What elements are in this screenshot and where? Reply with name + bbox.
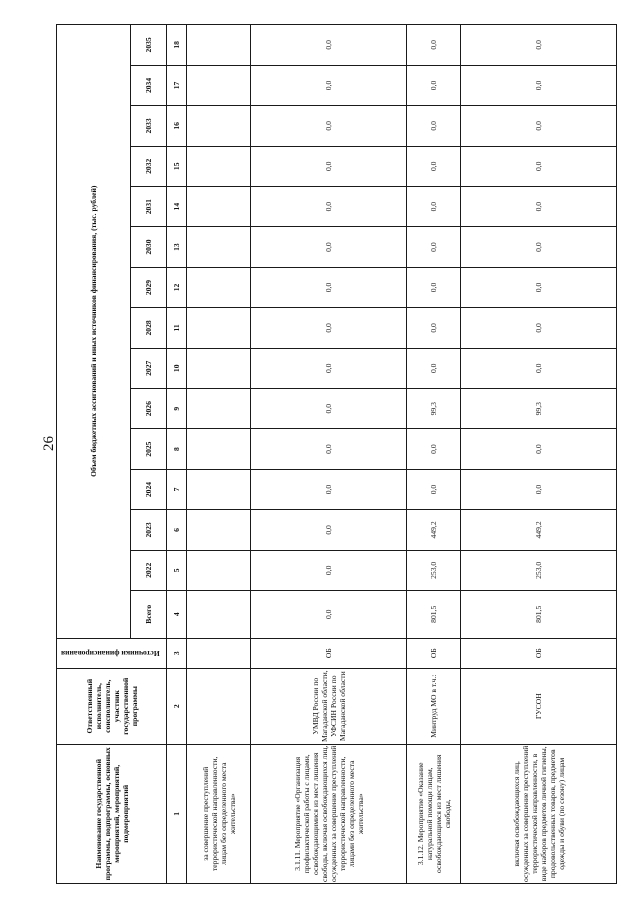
cell-value xyxy=(187,106,251,146)
header-year: 2032 xyxy=(131,146,167,186)
cell-value: 0,0 xyxy=(461,469,617,509)
cell-value: 0,0 xyxy=(251,389,407,429)
cell-value xyxy=(187,65,251,105)
cell-value xyxy=(187,186,251,226)
cell-value: 0,0 xyxy=(407,186,461,226)
header-year: 2023 xyxy=(131,510,167,550)
col-number: 8 xyxy=(167,429,187,469)
table-row xyxy=(461,25,617,884)
header-year: 2028 xyxy=(131,308,167,348)
col-number: 6 xyxy=(167,510,187,550)
cell-value: 0,0 xyxy=(461,106,617,146)
cell-value: 0,0 xyxy=(251,308,407,348)
cell-value xyxy=(187,146,251,186)
header-year: 2024 xyxy=(131,469,167,509)
cell-value: 0,0 xyxy=(461,308,617,348)
cell-value: 0,0 xyxy=(461,25,617,66)
cell-value xyxy=(187,308,251,348)
cell-value: 0,0 xyxy=(461,227,617,267)
cell-value: 0,0 xyxy=(251,469,407,509)
cell-value: 0,0 xyxy=(251,25,407,66)
cell-value: 99,3 xyxy=(407,389,461,429)
cell-value xyxy=(187,25,251,66)
cell-value: 0,0 xyxy=(251,591,407,638)
cell-value: 0,0 xyxy=(407,308,461,348)
cell-value: 253,0 xyxy=(407,550,461,590)
col-number: 3 xyxy=(167,638,187,668)
header-row-numbers xyxy=(167,25,187,884)
table-row xyxy=(251,25,407,884)
cell-value: 253,0 xyxy=(461,550,617,590)
cell-value: 0,0 xyxy=(407,106,461,146)
header-year: 2034 xyxy=(131,65,167,105)
row-name: за совершение преступлений террористической направленности, лицам без определенного места жительства» xyxy=(187,744,251,883)
header-year: 2027 xyxy=(131,348,167,388)
cell-value: 0,0 xyxy=(251,267,407,307)
col-number: 2 xyxy=(167,668,187,744)
cell-value: 0,0 xyxy=(461,348,617,388)
cell-value: 0,0 xyxy=(251,348,407,388)
cell-value: 0,0 xyxy=(407,65,461,105)
cell-value: 449,2 xyxy=(407,510,461,550)
cell-value: 0,0 xyxy=(407,267,461,307)
header-year: 2025 xyxy=(131,429,167,469)
cell-value: 0,0 xyxy=(407,429,461,469)
cell-value: 801,5 xyxy=(461,591,617,638)
col-number: 13 xyxy=(167,227,187,267)
header-year: 2033 xyxy=(131,106,167,146)
cell-value: 0,0 xyxy=(461,186,617,226)
header-year: 2026 xyxy=(131,389,167,429)
col-number: 1 xyxy=(167,744,187,883)
cell-value xyxy=(187,348,251,388)
row-executor: УМВД России по Магаданской области, УФСИН России по Магаданской области xyxy=(251,668,407,744)
row-name: 3.1.12. Мероприятие «Оказание натуральной помощи лицам, освобождающимся из мест лишения свободы, xyxy=(407,744,461,883)
cell-value: 0,0 xyxy=(461,65,617,105)
cell-value: 0,0 xyxy=(251,510,407,550)
row-executor: Минтруд МО в т.ч.: xyxy=(407,668,461,744)
col-number: 16 xyxy=(167,106,187,146)
row-source: ОБ xyxy=(461,638,617,668)
col-number: 9 xyxy=(167,389,187,429)
cell-value: 0,0 xyxy=(407,25,461,66)
rotated-page-area xyxy=(56,24,616,884)
row-source: ОБ xyxy=(407,638,461,668)
cell-value: 0,0 xyxy=(251,227,407,267)
cell-value: 99,3 xyxy=(461,389,617,429)
header-source-label: Источники финансирования xyxy=(61,648,160,658)
cell-value: 0,0 xyxy=(407,146,461,186)
cell-value xyxy=(187,429,251,469)
col-number: 10 xyxy=(167,348,187,388)
cell-value: 0,0 xyxy=(251,106,407,146)
cell-value: 0,0 xyxy=(251,65,407,105)
cell-value: 0,0 xyxy=(461,146,617,186)
cell-value: 0,0 xyxy=(251,186,407,226)
cell-value: 0,0 xyxy=(407,469,461,509)
row-source xyxy=(187,638,251,668)
cell-value: 0,0 xyxy=(461,429,617,469)
cell-value xyxy=(187,550,251,590)
header-name-col: Наименование государственной программы, подпрограммы, основных мероприятий, мероприятий, подмероприятий xyxy=(57,744,167,883)
row-executor: ГУСОН xyxy=(461,668,617,744)
header-year: 2029 xyxy=(131,267,167,307)
header-row-group xyxy=(57,25,131,884)
header-executor-col: Ответственный исполнитель, соисполнитель, участник государственной программы xyxy=(57,668,167,744)
col-number: 18 xyxy=(167,25,187,66)
financing-table xyxy=(56,24,617,884)
header-year: 2031 xyxy=(131,186,167,226)
header-year: 2022 xyxy=(131,550,167,590)
col-number: 14 xyxy=(167,186,187,226)
cell-value: 0,0 xyxy=(251,146,407,186)
cell-value xyxy=(187,591,251,638)
cell-value: 0,0 xyxy=(461,267,617,307)
table-row xyxy=(407,25,461,884)
header-funding-group: Объем бюджетных ассигнований и иных источников финансирования, (тыс. рублей) xyxy=(57,25,131,639)
cell-value xyxy=(187,389,251,429)
col-number: 7 xyxy=(167,469,187,509)
header-year: 2035 xyxy=(131,25,167,66)
header-total: Всего xyxy=(131,591,167,638)
col-number: 4 xyxy=(167,591,187,638)
col-number: 5 xyxy=(167,550,187,590)
col-number: 11 xyxy=(167,308,187,348)
header-year: 2030 xyxy=(131,227,167,267)
row-name: 3.1.11. Мероприятие «Организация профилактической работы с лицами, освобождающимися из мест лишения свободы, включая освобождающихся лиц, осужденных за совершение преступлений террористической направленности, лицами без определенного места жительства» xyxy=(251,744,407,883)
cell-value xyxy=(187,267,251,307)
row-source: ОБ xyxy=(251,638,407,668)
cell-value xyxy=(187,510,251,550)
row-executor xyxy=(187,668,251,744)
row-name: включая освобождающихся лиц, осужденных за совершение преступлений террористической направленности, в виде наборов предметов личной гигиены, продовольственных товаров, предметов одежды и обуви (по сезону) лицам xyxy=(461,744,617,883)
financing-table-rotated xyxy=(56,24,616,884)
col-number: 15 xyxy=(167,146,187,186)
cell-value: 801,5 xyxy=(407,591,461,638)
header-source-col xyxy=(57,638,167,668)
page-number: 26 xyxy=(41,436,57,451)
cell-value: 0,0 xyxy=(407,348,461,388)
table-row xyxy=(187,25,251,884)
cell-value: 0,0 xyxy=(251,550,407,590)
cell-value xyxy=(187,469,251,509)
cell-value: 0,0 xyxy=(407,227,461,267)
col-number: 12 xyxy=(167,267,187,307)
col-number: 17 xyxy=(167,65,187,105)
cell-value: 449,2 xyxy=(461,510,617,550)
cell-value: 0,0 xyxy=(251,429,407,469)
cell-value xyxy=(187,227,251,267)
